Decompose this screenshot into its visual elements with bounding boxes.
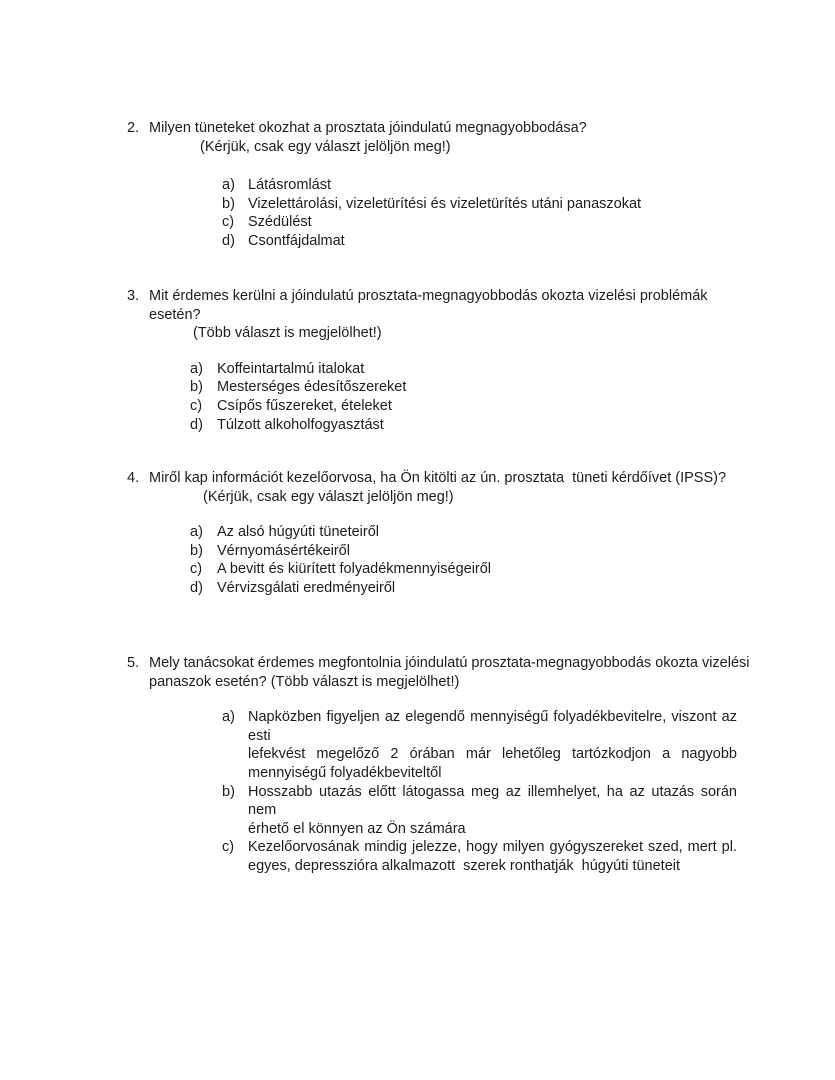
option-marker: c) xyxy=(222,214,235,231)
answer-instruction-note: (Kérjük, csak egy választ jelöljön meg!) xyxy=(200,138,451,155)
option-text: A bevitt és kiürített folyadékmennyiségeiről xyxy=(217,561,492,578)
question-text-line: panaszok esetén? (Több választ is megjelölhet!) xyxy=(149,673,460,690)
option-marker: b) xyxy=(222,783,235,800)
answer-option xyxy=(222,195,752,214)
option-marker: c) xyxy=(222,839,235,856)
question-4-heading xyxy=(127,469,752,488)
option-marker: d) xyxy=(190,579,203,596)
question-number: 4. xyxy=(127,470,140,486)
question-4 xyxy=(127,469,752,598)
question-text xyxy=(149,119,752,138)
option-marker: a) xyxy=(190,360,203,377)
question-number: 2. xyxy=(127,120,140,136)
question-2 xyxy=(127,119,752,251)
question-text-line: esetén? xyxy=(149,306,201,323)
option-text-line: egyes, depresszióra alkalmazott szerek ronthatják húgyúti tüneteit xyxy=(248,857,681,874)
option-marker: d) xyxy=(222,232,235,249)
question-5-heading xyxy=(127,654,752,691)
option-marker: b) xyxy=(190,542,203,559)
answer-option xyxy=(222,232,752,251)
option-text: Csontfájdalmat xyxy=(248,232,345,249)
option-marker: a) xyxy=(222,177,235,194)
question-5 xyxy=(127,654,752,876)
answer-option xyxy=(190,542,752,561)
option-marker: a) xyxy=(222,709,235,726)
question-number: 5. xyxy=(127,655,140,671)
option-text: Mesterséges édesítőszereket xyxy=(217,379,407,396)
option-marker: a) xyxy=(190,524,203,541)
option-text: Szédülést xyxy=(248,214,312,231)
question-text-line: Mit érdemes kerülni a jóindulatú prosztata-megnagyobbodás okozta vizelési problémák xyxy=(149,288,708,304)
option-text-line: Hosszabb utazás előtt látogassa meg az illemhelyet, ha az utazás során nem xyxy=(248,783,737,819)
question-text-line: Milyen tüneteket okozhat a prosztata jóindulatú megnagyobbodása? xyxy=(149,120,587,136)
option-text: Látásromlást xyxy=(248,177,332,194)
option-marker: d) xyxy=(190,416,203,433)
answer-instruction-note: (Több választ is megjelölhet!) xyxy=(193,325,382,342)
option-text-line: lefekvést megelőző 2 órában már lehetőleg tartózkodjon a nagyobb xyxy=(248,746,737,763)
answer-option xyxy=(190,416,752,435)
option-text: Koffeintartalmú italokat xyxy=(217,360,365,377)
question-text-line: Mely tanácsokat érdemes megfontolnia jóindulatú prosztata-megnagyobbodás okozta vizelési xyxy=(149,655,750,671)
answer-option xyxy=(190,579,752,598)
question-3 xyxy=(127,287,752,434)
option-text: Az alsó húgyúti tüneteiről xyxy=(217,524,380,541)
option-marker: b) xyxy=(222,195,235,212)
option-text-line: mennyiségű folyadékbeviteltől xyxy=(248,764,442,781)
option-text: Vérnyomásértékeiről xyxy=(217,542,350,559)
answer-options xyxy=(222,176,752,250)
question-text-line: Miről kap információt kezelőorvosa, ha Ön kitölti az ún. prosztata tüneti kérdőívet (IPSS)? xyxy=(149,470,727,486)
option-text xyxy=(248,838,737,875)
answer-option xyxy=(222,708,752,782)
option-text: Vérvizsgálati eredményeiről xyxy=(217,579,396,596)
option-marker: c) xyxy=(190,561,203,578)
question-text xyxy=(149,287,752,324)
option-text xyxy=(248,708,737,782)
option-marker: b) xyxy=(190,379,203,396)
answer-options xyxy=(190,360,752,434)
option-text: Csípős fűszereket, ételeket xyxy=(217,397,392,414)
answer-option xyxy=(190,378,752,397)
option-text-line: Kezelőorvosának mindig jelezze, hogy milyen gyógyszereket szed, mert pl. xyxy=(248,839,737,856)
answer-option xyxy=(222,213,752,232)
answer-option xyxy=(190,523,752,542)
question-text xyxy=(149,654,752,691)
answer-options xyxy=(190,523,752,597)
option-text: Vizelettárolási, vizeletürítési és vizeletürítés utáni panaszokat xyxy=(248,195,642,212)
option-text-line: érhető el könnyen az Ön számára xyxy=(248,820,466,837)
answer-option xyxy=(190,360,752,379)
option-text: Túlzott alkoholfogyasztást xyxy=(217,416,384,433)
question-number: 3. xyxy=(127,288,140,304)
answer-option xyxy=(190,397,752,416)
answer-option xyxy=(222,838,752,875)
question-2-heading xyxy=(127,119,752,138)
question-text xyxy=(149,469,752,488)
answer-instruction-note: (Kérjük, csak egy választ jelöljön meg!) xyxy=(203,488,454,505)
answer-option xyxy=(222,783,752,839)
answer-options xyxy=(222,708,752,875)
option-text-line: Napközben figyeljen az elegendő mennyiségű folyadékbevitelre, viszont az esti xyxy=(248,709,737,744)
option-marker: c) xyxy=(190,397,203,414)
option-text xyxy=(248,783,737,839)
question-3-heading xyxy=(127,287,752,324)
answer-option xyxy=(190,560,752,579)
answer-option xyxy=(222,176,752,195)
